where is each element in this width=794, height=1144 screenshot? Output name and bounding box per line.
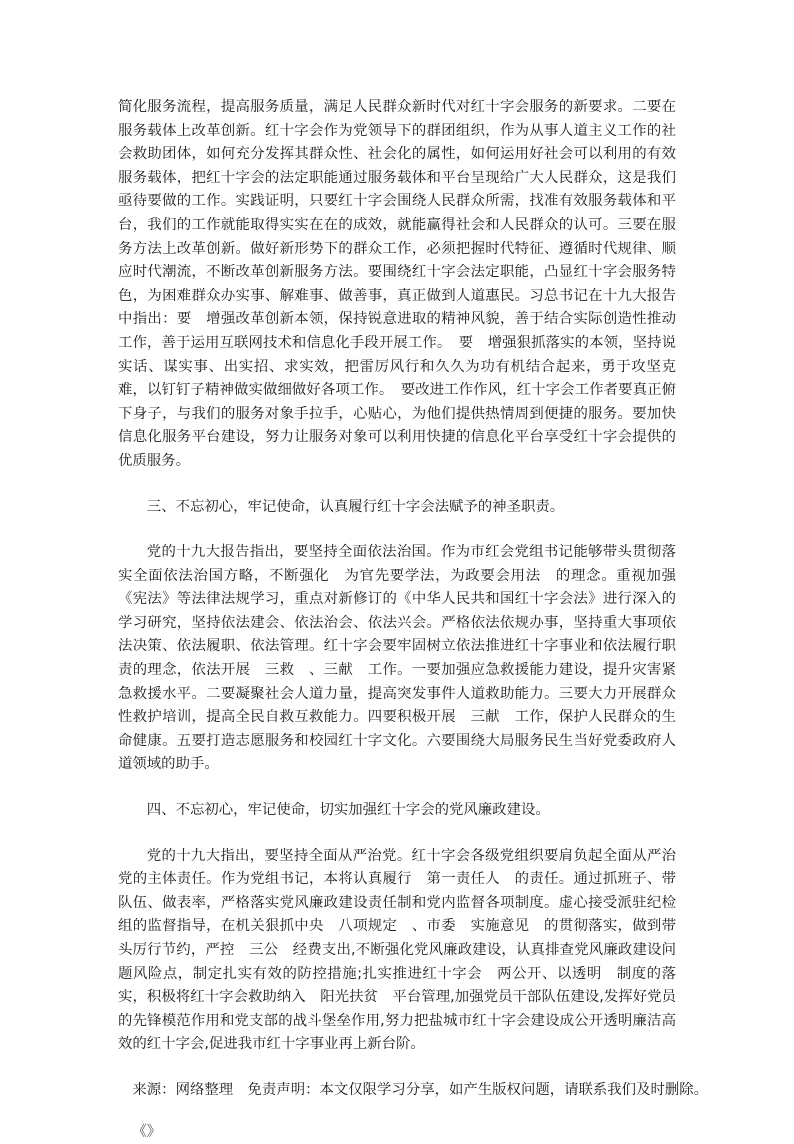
paragraph-rule-of-law: 党的十九大报告指出，要坚持全面依法治国。作为市红会党组书记能够带头贯彻落实全面依法治国方略，不断强化 为官先要学法，为政要会用法 的理念。重视加强《宪法》等法律法规学习，重点对新修订的《中华人民共和国红十字会法》进行深入的学习研究，坚持依法建会、依法治会、依法兴会。严格依法依规办事，坚持重大事项依法决策、依法履职、依法管理。红十字会要牢固树立依法推进红十字事业和依法履行职责的理念，依法开展 三救 、三献 工作。一要加强应急救援能力建设，提升灾害紧急救援水平。二要凝聚社会人道力量，提高突发事件人道救助能力。三要大力开展群众性救护培训，提高全民自救互救能力。四要积极开展 三献 工作，保护人民群众的生命健康。五要打造志愿服务和校园红十字文化。六要围绕大局服务民生当好党委政府人道领域的助手。 (118, 544, 676, 773)
spacer (118, 474, 676, 496)
document-body (118, 96, 709, 1144)
spacer (118, 823, 676, 845)
section-heading-3: 三、不忘初心，牢记使命，认真履行红十字会法赋予的神圣职责。 (146, 498, 565, 515)
spacer (118, 1057, 676, 1079)
title-brackets: 《》 (132, 1123, 162, 1140)
section-heading-4: 四、不忘初心，牢记使命，切实加强红十字会的党风廉政建设。 (146, 802, 550, 819)
source-disclaimer: 来源：网络整理 免责声明：本文仅限学习分享，如产生版权问题，请联系我们及时删除。 (132, 1081, 709, 1098)
spacer (118, 777, 676, 799)
spacer (118, 519, 676, 541)
paragraph-party-discipline: 党的十九大指出，要坚持全面从严治党。红十字会各级党组织要肩负起全面从严治党的主体责任。作为党组书记，本将认真履行 第一责任人 的责任。通过抓班子、带队伍、做表率，严格落实党风廉政建设责任制和党内监督各项制度。虚心接受派驻纪检组的监督指导，在机关狠抓中央 八项规定 、市委 实施意见 的贯彻落实，做到带头厉行节约，严控 三公 经费支出,不断强化党风廉政建设，认真排查党风廉政建设问题风险点，制定扎实有效的防控措施;扎实推进红十字会 两公开、以透明 制度的落实，积极将红十字会救助纳入 阳光扶贫 平台管理,加强党员干部队伍建设,发挥好党员的先锋模范作用和党支部的战斗堡垒作用,努力把盐城市红十字会建设成公开透明廉洁高效的红十字会,促进我市红十字事业再上新台阶。 (118, 847, 676, 1053)
paragraph-service-reform: 简化服务流程，提高服务质量，满足人民群众新时代对红十字会服务的新要求。二要在服务载体上改革创新。红十字会作为党领导下的群团组织，作为从事人道主义工作的社会救助团体，如何充分发挥其群众性、社会化的属性，如何运用好社会可以利用的有效服务载体，把红十字会的法定职能通过服务载体和平台呈现给广大人民群众，这是我们亟待要做的工作。实践证明，只要红十字会围绕人民群众所需，找准有效服务载体和平台，我们的工作就能取得实实在在的成效，就能赢得社会和人民群众的认可。三要在服务方法上改革创新。做好新形势下的群众工作，必须把握时代特征、遵循时代规律、顺应时代潮流，不断改革创新服务方法。要围绕红十字会法定职能，凸显红十字会服务特色，为困难群众办实事、解难事、做善事，真正做到人道惠民。习总书记在十九大报告中指出：要 增强改革创新本领，保持锐意进取的精神风貌，善于结合实际创造性推动工作，善于运用互联网技术和信息化手段开展工作。 要 增强狠抓落实的本领，坚持说实话、谋实事、出实招、求实效，把雷厉风行和久久为功有机结合起来，勇于攻坚克难，以钉钉子精神做实做细做好各项工作。 要改进工作作风，红十字会工作者要真正俯下身子，与我们的服务对象手拉手，心贴心，为他们提供热情周到便捷的服务。要加快信息化服务平台建设，努力让服务对象可以利用快捷的信息化平台享受红十字会提供的优质服务。 (118, 99, 676, 469)
